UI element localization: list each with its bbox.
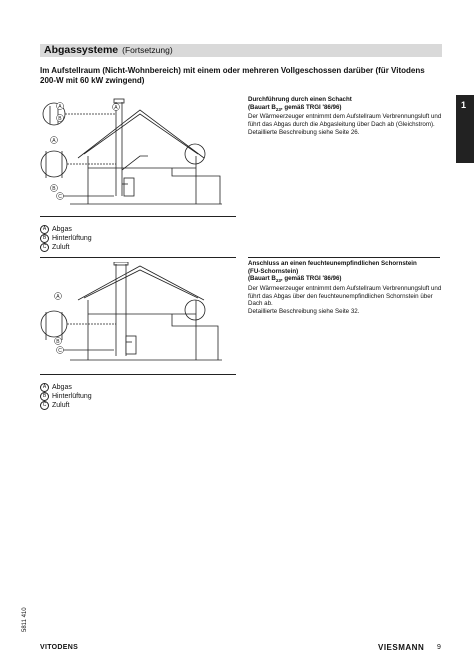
callout-b2: B bbox=[52, 185, 56, 192]
chapter-number: 1 bbox=[461, 100, 467, 110]
desc-bauart-sub: 23 bbox=[275, 278, 281, 284]
callout-b: B bbox=[56, 338, 60, 345]
callout-a1: A bbox=[58, 103, 62, 110]
callout-a2: A bbox=[114, 104, 118, 111]
desc-title: Durchführung durch einen Schacht bbox=[248, 96, 352, 103]
page-title bbox=[44, 44, 173, 57]
legend-key: A bbox=[40, 225, 49, 234]
desc-subtitle-2 bbox=[248, 275, 448, 285]
description-1 bbox=[248, 96, 448, 136]
boiler bbox=[124, 178, 134, 196]
legend-label: Abgas bbox=[52, 384, 72, 391]
boiler bbox=[126, 336, 136, 354]
chapter-tab bbox=[456, 95, 474, 163]
header-subtitle: (Fortsetzung) bbox=[122, 45, 173, 55]
callout-b1: B bbox=[58, 115, 62, 122]
legend-label: Zuluft bbox=[52, 244, 70, 251]
divider-3 bbox=[40, 374, 236, 375]
legend-item bbox=[40, 243, 92, 252]
legend-key: C bbox=[40, 243, 49, 252]
house-roof bbox=[78, 266, 204, 300]
divider-1 bbox=[40, 216, 236, 217]
legend-key: A bbox=[40, 383, 49, 392]
viessmann-logo: VIESMANN bbox=[378, 643, 425, 652]
desc-reference: Detaillierte Beschreibung siehe Seite 26. bbox=[248, 128, 360, 136]
legend-item bbox=[40, 225, 92, 234]
legend-key: B bbox=[40, 234, 49, 243]
description-2 bbox=[248, 260, 448, 315]
callout-c1: C bbox=[58, 193, 62, 200]
legend-label: Zuluft bbox=[52, 402, 70, 409]
desc-body: Der Wärmeerzeuger entnimmt dem Aufstellraum Verbrennungsluft und führt das Abgas durch die Abgasleitung über Dach ab (Gleichstrom). bbox=[248, 113, 442, 129]
desc-bauart: (Bauart B bbox=[248, 103, 276, 111]
legend-label: Hinterlüftung bbox=[52, 393, 92, 400]
legend-key: C bbox=[40, 401, 49, 410]
desc-subtitle: (FU-Schornstein) bbox=[248, 267, 299, 275]
desc-reference: Detaillierte Beschreibung siehe Seite 32. bbox=[248, 307, 360, 315]
header-title-text: Abgassysteme bbox=[44, 44, 119, 56]
legend-label: Abgas bbox=[52, 226, 72, 233]
callout-c: C bbox=[58, 347, 62, 354]
callout-a3: A bbox=[52, 137, 56, 144]
callout-a: A bbox=[56, 293, 60, 300]
legend-key: B bbox=[40, 392, 49, 401]
desc-body: Der Wärmeerzeuger entnimmt dem Aufstellraum Verbrennungsluft und führt das Abgas über den feuchteunempfindlichen Schornstein über Dach ab. bbox=[248, 285, 442, 308]
legend-item bbox=[40, 234, 92, 243]
desc-subtitle bbox=[248, 104, 448, 114]
diagram-shaft bbox=[40, 96, 240, 216]
section-title: Im Aufstellraum (Nicht-Wohnbereich) mit einem oder mehreren Vollgeschossen darüber (für Vitodens 200-W mit 60 kW zwingend) bbox=[40, 66, 425, 85]
legend-item bbox=[40, 383, 92, 392]
footer-brand: VITODENS bbox=[40, 644, 79, 651]
house-roof bbox=[78, 110, 204, 158]
document-number: 5811 410 bbox=[22, 607, 28, 632]
legend-1 bbox=[40, 225, 92, 252]
legend-item bbox=[40, 392, 92, 401]
legend-2 bbox=[40, 383, 92, 410]
desc-trgi: , gemäß TRGI '86/96) bbox=[280, 275, 342, 283]
divider-2b bbox=[248, 257, 440, 258]
desc-bauart-sub: 23 bbox=[275, 106, 281, 112]
page-number: 9 bbox=[437, 644, 441, 651]
desc-bauart: (Bauart B bbox=[248, 275, 276, 283]
desc-title: Anschluss an einen feuchteunempfindlichen Schornstein bbox=[248, 260, 417, 267]
legend-item bbox=[40, 401, 92, 410]
legend-label: Hinterlüftung bbox=[52, 235, 92, 242]
desc-trgi: , gemäß TRGI '86/96) bbox=[280, 103, 342, 111]
divider-2 bbox=[40, 257, 236, 258]
diagram-chimney bbox=[40, 262, 240, 372]
